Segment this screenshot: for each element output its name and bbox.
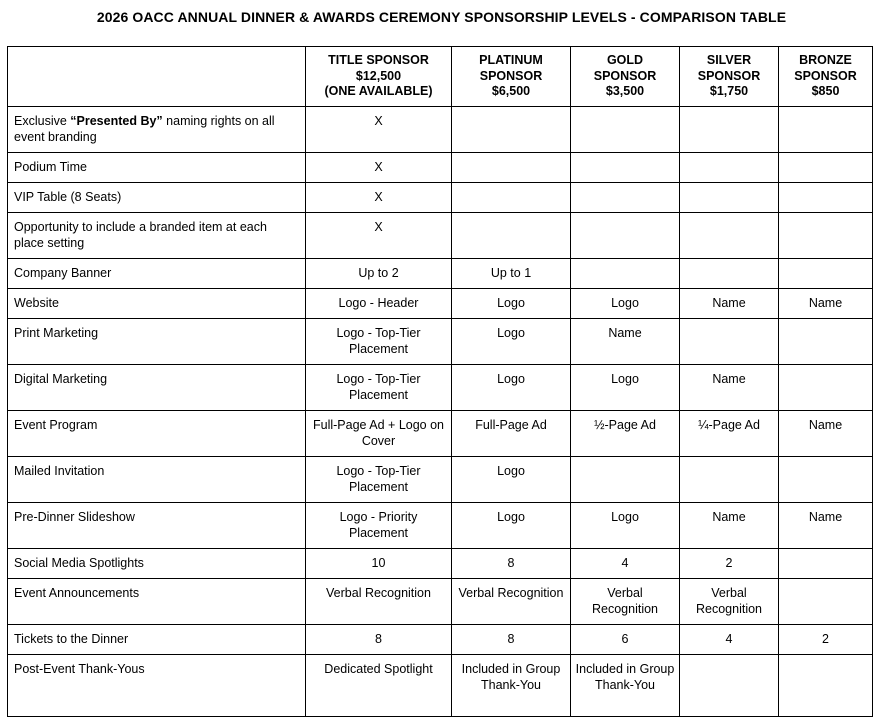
table-row (8, 549, 873, 579)
table-row (8, 503, 873, 549)
header-silver-sponsor (680, 47, 779, 107)
table-cell: 4 (571, 549, 680, 579)
header-row (8, 47, 873, 107)
table-cell (571, 107, 680, 153)
table-cell: Included in Group Thank-You (452, 655, 571, 717)
table-cell (571, 259, 680, 289)
table-cell: Logo (452, 289, 571, 319)
table-row (8, 579, 873, 625)
feature-label: Event Program (8, 411, 306, 457)
table-cell: Logo - Top-Tier Placement (306, 319, 452, 365)
table-cell (680, 259, 779, 289)
table-cell: Verbal Recognition (571, 579, 680, 625)
table-cell: Logo (452, 319, 571, 365)
header-bronze-sponsor (779, 47, 873, 107)
column-name: PLATINUM SPONSOR (479, 53, 543, 83)
table-row (8, 107, 873, 153)
table-cell (680, 153, 779, 183)
feature-label: Company Banner (8, 259, 306, 289)
table-row (8, 625, 873, 655)
column-name: BRONZE SPONSOR (794, 53, 857, 83)
table-cell (779, 213, 873, 259)
table-cell: X (306, 213, 452, 259)
table-cell (779, 153, 873, 183)
table-cell: 4 (680, 625, 779, 655)
table-cell: Name (779, 503, 873, 549)
table-cell (680, 457, 779, 503)
table-row (8, 259, 873, 289)
table-cell: Logo (452, 365, 571, 411)
table-cell: Logo - Top-Tier Placement (306, 365, 452, 411)
table-cell: 8 (306, 625, 452, 655)
table-cell: 6 (571, 625, 680, 655)
table-cell (571, 183, 680, 213)
table-cell: Full-Page Ad (452, 411, 571, 457)
table-cell (680, 655, 779, 717)
table-cell (779, 365, 873, 411)
feature-label: Pre-Dinner Slideshow (8, 503, 306, 549)
table-cell (779, 655, 873, 717)
feature-label: VIP Table (8 Seats) (8, 183, 306, 213)
table-cell (779, 457, 873, 503)
column-name: SILVER SPONSOR (697, 53, 761, 83)
table-row (8, 183, 873, 213)
table-row (8, 411, 873, 457)
table-cell: Name (779, 289, 873, 319)
table-row (8, 213, 873, 259)
table-cell: Up to 1 (452, 259, 571, 289)
table-cell: 2 (680, 549, 779, 579)
column-price: $3,500 (605, 84, 645, 99)
column-price: $850 (811, 84, 840, 99)
table-cell: ½-Page Ad (571, 411, 680, 457)
table-cell: Logo (571, 503, 680, 549)
table-row (8, 457, 873, 503)
feature-label: Print Marketing (8, 319, 306, 365)
table-cell: X (306, 183, 452, 213)
table-cell: 8 (452, 549, 571, 579)
table-cell (571, 213, 680, 259)
table-cell: Logo (571, 365, 680, 411)
table-cell: Included in Group Thank-You (571, 655, 680, 717)
table-cell (571, 153, 680, 183)
table-cell (779, 183, 873, 213)
table-cell (779, 259, 873, 289)
feature-label: Tickets to the Dinner (8, 625, 306, 655)
table-cell (680, 319, 779, 365)
comparison-table (7, 46, 873, 717)
table-cell (779, 319, 873, 365)
header-platinum-sponsor (452, 47, 571, 107)
table-cell: Up to 2 (306, 259, 452, 289)
table-cell (779, 107, 873, 153)
table-cell: Name (680, 503, 779, 549)
table-cell (680, 183, 779, 213)
column-note: (ONE AVAILABLE) (324, 84, 433, 99)
table-row (8, 655, 873, 717)
table-cell: 10 (306, 549, 452, 579)
table-cell: Verbal Recognition (306, 579, 452, 625)
table-cell: Dedicated Spotlight (306, 655, 452, 717)
header-corner-cell (8, 47, 306, 107)
feature-label: Opportunity to include a branded item at each place setting (8, 213, 306, 259)
table-cell: Logo - Priority Placement (306, 503, 452, 549)
page-title: 2026 OACC ANNUAL DINNER & AWARDS CEREMONY SPONSORSHIP LEVELS - COMPARISON TABLE (96, 9, 787, 25)
table-cell: X (306, 107, 452, 153)
table-cell: Verbal Recognition (680, 579, 779, 625)
feature-label: Digital Marketing (8, 365, 306, 411)
table-cell: Logo (452, 503, 571, 549)
table-cell (680, 213, 779, 259)
table-cell (452, 183, 571, 213)
table-row (8, 365, 873, 411)
table-cell: Name (680, 365, 779, 411)
table-cell: Full-Page Ad + Logo on Cover (306, 411, 452, 457)
header-gold-sponsor (571, 47, 680, 107)
column-price: $1,750 (709, 84, 749, 99)
feature-label: Exclusive “Presented By” naming rights on all event branding (8, 107, 306, 153)
feature-label: Event Announcements (8, 579, 306, 625)
feature-label: Social Media Spotlights (8, 549, 306, 579)
column-price: $6,500 (491, 84, 531, 99)
table-row (8, 153, 873, 183)
column-price: $12,500 (355, 68, 402, 83)
table-cell: Name (680, 289, 779, 319)
table-cell: X (306, 153, 452, 183)
table-cell (779, 549, 873, 579)
header-title-sponsor (306, 47, 452, 107)
table-cell: Logo - Top-Tier Placement (306, 457, 452, 503)
feature-label: Mailed Invitation (8, 457, 306, 503)
table-cell (452, 213, 571, 259)
feature-label: Website (8, 289, 306, 319)
table-cell: Logo - Header (306, 289, 452, 319)
table-cell (452, 107, 571, 153)
feature-label: Post-Event Thank-Yous (8, 655, 306, 717)
feature-label: Podium Time (8, 153, 306, 183)
table-cell (779, 579, 873, 625)
table-cell (680, 107, 779, 153)
table-cell: ¼-Page Ad (680, 411, 779, 457)
table-row (8, 289, 873, 319)
column-name: TITLE SPONSOR (328, 53, 429, 68)
table-cell (571, 457, 680, 503)
table-cell: 8 (452, 625, 571, 655)
table-cell: Name (571, 319, 680, 365)
table-cell: Logo (571, 289, 680, 319)
table-cell (452, 153, 571, 183)
table-cell: Name (779, 411, 873, 457)
table-cell: Logo (452, 457, 571, 503)
table-row (8, 319, 873, 365)
table-cell: Verbal Recognition (452, 579, 571, 625)
column-name: GOLD SPONSOR (593, 53, 657, 83)
table-cell: 2 (779, 625, 873, 655)
